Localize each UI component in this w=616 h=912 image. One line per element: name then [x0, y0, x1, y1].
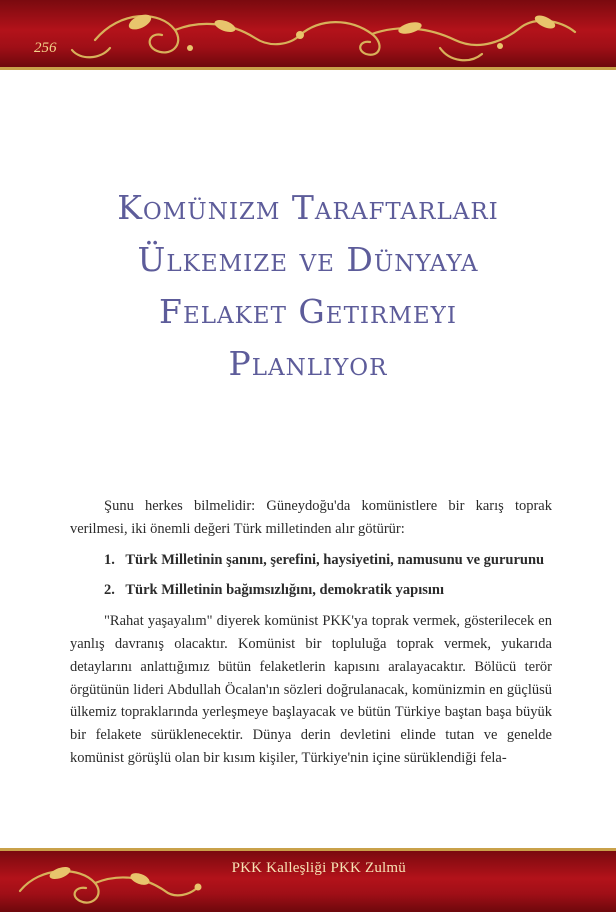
list-item-number: 2. — [104, 582, 115, 599]
main-paragraph: "Rahat yaşayalım" diyerek komünist PKK'ya toprak vermek, gösterilecek en yanlış davranış olacaktır. Komünist bir topluluğa toprak vermek, yukarıda detaylarını anlattığımız bütün felaketlerin kapısını aralayacaktır. Bölücü terör örgütünün lideri Abdullah Öcalan'ın sözleri doğrulanacak, komünizmin en güçlüsü ülkemiz topraklarında yerleşmeye başlayacak ve bütün Türkiye baştan başa büyük bir felakete sürüklenecektir. Dünya derin devletini elinde tutan ve genelde komünist görüşlü olan bir kısım kişiler, Türkiye'nin içine sürüklendiği fela- — [70, 613, 552, 766]
title-line: Komünizm Taraftarları — [117, 188, 499, 227]
list-item — [70, 579, 552, 602]
page-number: 256 — [34, 40, 57, 56]
list-item — [70, 549, 552, 572]
intro-paragraph: Şunu herkes bilmelidir: Güneydoğu'da komünistlere bir karış toprak verilmesi, iki önemli değeri Türk milletinden alır götürür: — [70, 498, 552, 537]
title-line: Felaket Getirmeyi — [159, 292, 457, 331]
header-band — [0, 0, 616, 70]
footer-band — [0, 848, 616, 912]
list-item-text: Türk Milletinin bağımsızlığını, demokratik yapısını — [125, 582, 445, 599]
body-text — [70, 495, 552, 770]
list-item-text: Türk Milletinin şanını, şerefini, haysiyetini, namusunu ve gururunu — [125, 551, 545, 568]
title-line: Ülkemize ve Dünyaya — [137, 240, 479, 279]
chapter-title — [40, 182, 576, 390]
ornament-flourish-icon — [0, 0, 616, 70]
title-line: Planlıyor — [228, 344, 388, 383]
list-item-number: 1. — [104, 551, 115, 568]
footer-title: PKK Kalleşliği PKK Zulmü — [231, 860, 406, 876]
